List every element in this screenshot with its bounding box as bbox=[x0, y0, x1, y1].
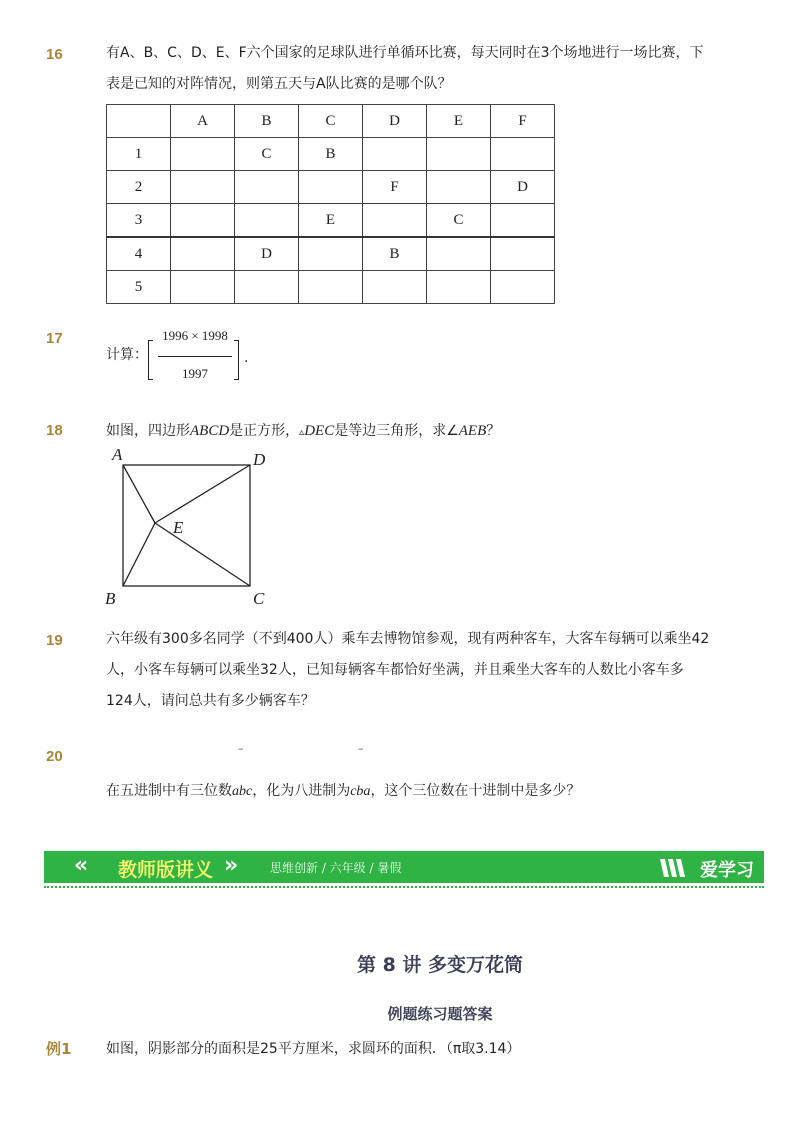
segment-ce bbox=[155, 523, 250, 586]
q20-var-abc: abc bbox=[232, 784, 253, 799]
section-title: 例题练习题答案 bbox=[387, 1005, 493, 1023]
example-1-label: 例1 bbox=[46, 1040, 72, 1058]
table-cell: E bbox=[427, 105, 491, 138]
chevron-left-icon: « bbox=[74, 853, 83, 878]
table-cell: D bbox=[363, 105, 427, 138]
q18-text-1: 如图，四边形 bbox=[106, 423, 190, 439]
match-schedule-table bbox=[106, 104, 555, 304]
table-cell bbox=[171, 171, 235, 204]
lecture-title: 第 8 讲 多变万花筒 bbox=[356, 954, 524, 976]
fraction-denominator: 1997 bbox=[182, 366, 208, 381]
table-row bbox=[107, 237, 555, 271]
question-19-text bbox=[106, 624, 746, 717]
question-number-16: 16 bbox=[46, 46, 63, 63]
segment-de bbox=[155, 465, 250, 523]
q20-text-2: ，化为八进制为 bbox=[252, 783, 351, 799]
table-cell bbox=[171, 204, 235, 238]
label-c: C bbox=[253, 589, 265, 608]
q17-suffix: . bbox=[244, 350, 249, 366]
table-cell bbox=[235, 171, 299, 204]
table-cell: B bbox=[363, 237, 427, 271]
table-cell bbox=[299, 271, 363, 304]
table-cell bbox=[491, 138, 555, 171]
question-18-text bbox=[106, 420, 500, 440]
header-banner bbox=[44, 851, 764, 883]
table-cell bbox=[107, 105, 171, 138]
right-bracket bbox=[234, 340, 239, 380]
left-bracket bbox=[148, 340, 153, 380]
table-cell bbox=[491, 204, 555, 238]
table-row bbox=[107, 204, 555, 238]
q18-text-2: 是正方形， bbox=[229, 423, 300, 439]
label-e: E bbox=[173, 518, 184, 537]
q18-text-4: ？ bbox=[486, 423, 501, 439]
table-row bbox=[107, 171, 555, 204]
table-cell: C bbox=[299, 105, 363, 138]
square-triangle-figure bbox=[100, 440, 290, 615]
q20-text-3: ，这个三位数在十进制中是多少？ bbox=[370, 783, 581, 799]
q19-line-3: 124人，请问总共有多少辆客车？ bbox=[106, 693, 315, 709]
table-cell: C bbox=[235, 138, 299, 171]
table-cell bbox=[363, 271, 427, 304]
table-cell bbox=[171, 138, 235, 171]
table-cell: 3 bbox=[107, 204, 171, 238]
overline-mark-abc: – bbox=[238, 742, 244, 755]
table-cell: E bbox=[299, 204, 363, 238]
table-cell bbox=[427, 138, 491, 171]
question-number-18: 18 bbox=[46, 422, 63, 439]
label-a: A bbox=[112, 445, 123, 464]
banner-subtitle: 思维创新 / 六年级 / 暑假 bbox=[270, 861, 402, 875]
q20-var-cba: cba bbox=[350, 784, 371, 799]
table-cell bbox=[427, 237, 491, 271]
table-cell: C bbox=[427, 204, 491, 238]
table-cell: A bbox=[171, 105, 235, 138]
overline-mark-cba: – bbox=[358, 742, 364, 755]
table-cell bbox=[427, 271, 491, 304]
table-cell bbox=[491, 237, 555, 271]
table-cell: 1 bbox=[107, 138, 171, 171]
q19-line-1: 六年级有300多名同学（不到400人）乘车去博物馆参观，现有两种客车，大客车每辆可以乘坐42 bbox=[106, 631, 710, 647]
question-16-text bbox=[106, 38, 704, 100]
label-b: B bbox=[105, 589, 116, 608]
q18-var-dec: DEC bbox=[304, 423, 335, 439]
triangle-symbol: ▵ bbox=[299, 427, 305, 438]
table-cell: 5 bbox=[107, 271, 171, 304]
table-cell bbox=[171, 237, 235, 271]
table-cell bbox=[363, 138, 427, 171]
table-cell bbox=[427, 171, 491, 204]
question-20-text bbox=[106, 780, 580, 800]
example-1-text: 如图，阴影部分的面积是25平方厘米，求圆环的面积．（π取3.14） bbox=[106, 1041, 521, 1057]
table-cell: F bbox=[491, 105, 555, 138]
q18-var-abcd: ABCD bbox=[190, 423, 230, 439]
table-cell: B bbox=[299, 138, 363, 171]
table-cell bbox=[235, 204, 299, 238]
table-cell bbox=[235, 271, 299, 304]
segment-be bbox=[123, 523, 155, 586]
question-number-19: 19 bbox=[46, 632, 63, 649]
table-cell: D bbox=[235, 237, 299, 271]
table-row bbox=[107, 271, 555, 304]
fraction-numerator: 1996 × 1998 bbox=[162, 328, 228, 343]
table-cell bbox=[299, 171, 363, 204]
question-number-20: 20 bbox=[46, 748, 63, 765]
table-cell bbox=[491, 271, 555, 304]
table-cell: 4 bbox=[107, 237, 171, 271]
banner-title: 教师版讲义 bbox=[118, 859, 214, 881]
table-cell: F bbox=[363, 171, 427, 204]
table-cell: 2 bbox=[107, 171, 171, 204]
table-cell bbox=[171, 271, 235, 304]
q16-line-2: 表是已知的对阵情况，则第五天与A队比赛的是哪个队？ bbox=[106, 76, 452, 92]
banner-dotted-divider bbox=[44, 886, 764, 888]
table-cell bbox=[299, 237, 363, 271]
q17-prefix: 计算： bbox=[106, 347, 148, 363]
q20-text-1: 在五进制中有三位数 bbox=[106, 783, 232, 799]
table-header-row bbox=[107, 105, 555, 138]
table-cell: D bbox=[491, 171, 555, 204]
table-cell bbox=[363, 204, 427, 238]
segment-ae bbox=[123, 465, 155, 523]
q18-text-3: 是等边三角形，求∠ bbox=[334, 423, 459, 439]
q18-var-aeb: AEB bbox=[458, 423, 487, 439]
chevron-right-icon: » bbox=[224, 853, 233, 878]
q16-line-1: 有A、B、C、D、E、F六个国家的足球队进行单循环比赛，每天同时在3个场地进行一场比赛，下 bbox=[106, 45, 704, 61]
q19-line-2: 人，小客车每辆可以乘坐32人，已知每辆客车都恰好坐满，并且乘坐大客车的人数比小客车多 bbox=[106, 662, 684, 678]
brand-name: 爱学习 bbox=[700, 860, 754, 881]
table-row bbox=[107, 138, 555, 171]
fraction-bar bbox=[158, 356, 232, 357]
square-abcd bbox=[123, 465, 250, 586]
table-cell: B bbox=[235, 105, 299, 138]
brand-logo-icon bbox=[658, 855, 688, 879]
label-d: D bbox=[253, 450, 266, 469]
question-number-17: 17 bbox=[46, 330, 63, 347]
